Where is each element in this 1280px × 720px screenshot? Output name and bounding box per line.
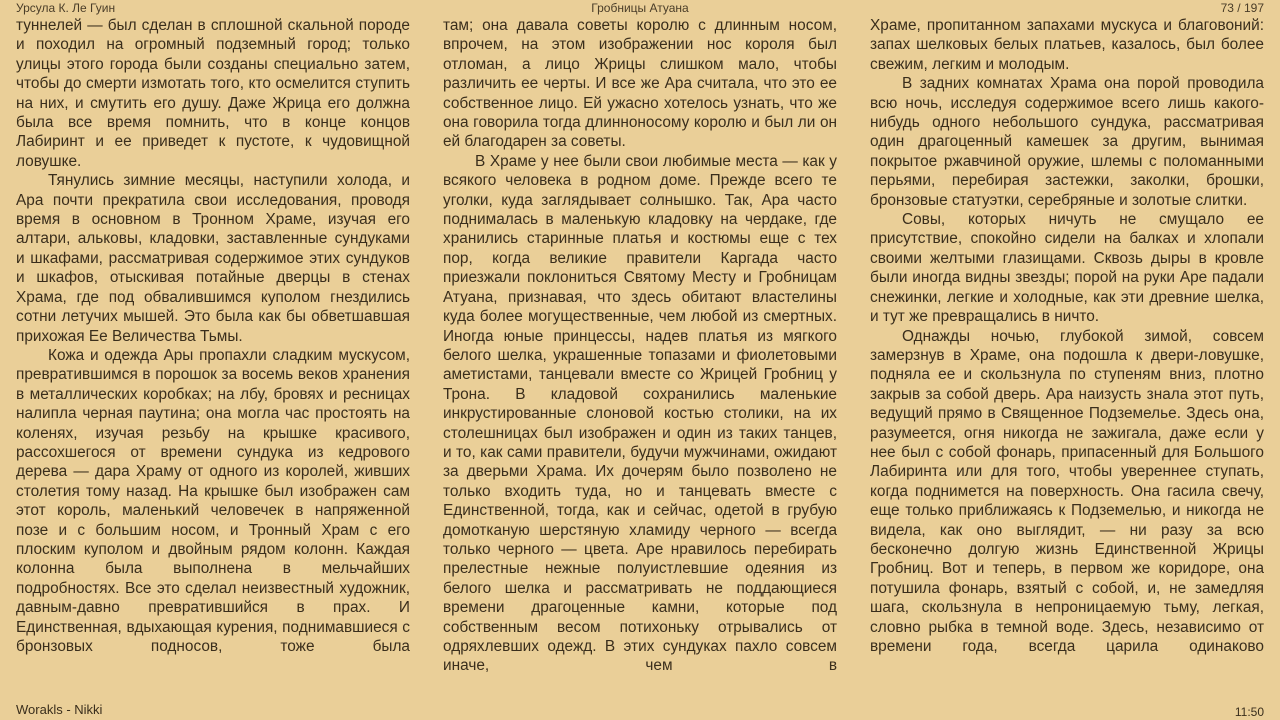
text-column-3 — [870, 16, 1264, 698]
paragraph: там; она давала советы королю с длинным носом, впрочем, на этом изображении нос короля был отломан, а лицо Жрицы слишком мало, чтобы различить ее черты. И все же Ара считала, что это ее собственное лицо. Ей ужасно хотелось узнать, что же она говорила тогда длинноносому королю и был ли он ей благодарен за советы. — [443, 17, 837, 151]
text-column-1 — [16, 16, 410, 698]
now-playing-track: Worakls - Nikki — [16, 702, 103, 717]
book-author: Урсула К. Ле Гуин — [16, 1, 116, 15]
paragraph: Однажды ночью, глубокой зимой, совсем замерзнув в Храме, она подошла к двери-ловушке, подняла ее и скользнула по ступеням вниз, плотно закрыв за собой дверь. Ара наизусть знала этот путь, ведущий прямо в Священное Подземелье. Здесь она, разумеется, огня никогда не зажигала, даже если у нее был с собой фонарь, припасенный для Большого Лабиринта или для того, чтобы увереннее ступать, когда поднимется на поверхность. Она гасила свечу, еще только приближаясь к Подземелью, и никогда не видела, как оно выглядит, — ни разу за всю бесконечно долгую жизнь Единственной Жрицы Гробниц. Вот и теперь, в первом же коридоре, она потушила фонарь, взятый с собой, и, не замедляя шага, скользнула в непроницаемую тьму, легкая, словно рыбка в темной воде. Здесь, независимо от времени года, всегда царила одинаково — [870, 327, 1264, 655]
reader-page[interactable] — [16, 16, 1264, 698]
text-column-2 — [443, 16, 837, 698]
page-indicator: 73 / 197 — [1220, 1, 1264, 15]
book-title: Гробницы Атуана — [591, 1, 689, 15]
paragraph: Тянулись зимние месяцы, наступили холода, и Ара почти прекратила свои исследования, проводя время в основном в Тронном Храме, изучая его алтари, альковы, кладовки, заставленные сундуками и шкафами, рассматривая содержимое этих сундуков и шкафов, отыскивая потайные дверцы в стенах Храма, где под обвалившимся куполом гнездились сотни летучих мышей. Это была как бы обветшавшая прихожая Ее Величества Тьмы. — [16, 172, 410, 345]
paragraph: В задних комнатах Храма она порой проводила всю ночь, исследуя содержимое всего лишь какого-нибудь одного небольшого сундука, рассматривая один драгоценный камешек за другим, вынимая покрытое ржавчиной оружие, шлемы с поломанными перьями, перебирая застежки, заколки, брошки, бронзовые статуэтки, серебряные и золотые слитки. — [870, 75, 1264, 209]
clock: 11:50 — [1234, 705, 1264, 719]
paragraph: туннелей — был сделан в сплошной скальной породе и походил на огромный подземный город; только улицы этого города были созданы специально затем, чтобы до смерти измотать того, кто осмелится ступить на них, и смутить его душу. Даже Жрица его должна была все время помнить, что в конце концов Лабиринт и ее приведет к пустоте, к чудовищной ловушке. — [16, 17, 410, 170]
paragraph: Храме, пропитанном запахами мускуса и благовоний: запах шелковых белых платьев, казалось, был более свежим, легким и молодым. — [870, 17, 1264, 73]
paragraph: Совы, которых ничуть не смущало ее присутствие, спокойно сидели на балках и хлопали своими желтыми глазищами. Сквозь дыры в кровле были иногда видны звезды; порой на руки Аре падали снежинки, легкие и холодные, как эти древние шелка, и тут же превращались в ничто. — [870, 211, 1264, 326]
reader-footer — [0, 700, 1280, 720]
paragraph: Кожа и одежда Ары пропахли сладким мускусом, превратившимся в порошок за восемь веков хранения в металлических коробках; на лбу, бровях и ресницах налипла черная паутина; она могла час простоять на коленях, изучая резьбу на крышке красивого, рассохшегося от времени сундука из кедрового дерева — дара Храму от одного из королей, живших столетия тому назад. На крышке был изображен сам этот король, маленький человечек в напряженной позе и с большим носом, и Тронный Храм с его плоским куполом и двойным рядом колонн. Каждая колонна была выполнена в мельчайших подробностях. Все это сделал неизвестный художник, давным-давно превратившийся в прах. И Единственная, вдыхающая курения, поднимавшиеся с бронзовых подносов, тоже была — [16, 346, 410, 655]
paragraph: В Храме у нее были свои любимые места — как у всякого человека в родном доме. Прежде всего те уголки, куда заглядывает солнышко. Так, Ара часто поднималась в маленькую кладовку на чердаке, где хранились старинные платья и костюмы еще с тех пор, когда великие правители Каргада часто приезжали поклониться Святому Месту и Гробницам Атуана, признавая, что здесь обитают властелины куда более могущественные, чем любой из смертных. Иногда юные принцессы, надев платья из мягкого белого шелка, украшенные топазами и фиолетовыми аметистами, танцевали вместе со Жрицей Гробниц у Трона. В кладовой сохранились маленькие инкрустированные слоновой костью столики, на их столешницах был изображен и один из таких танцев, и то, как сами правители, будучи мужчинами, ожидают за дверьми Храма. Их дочерям было позволено не только входить туда, но и танцевать вместе с Единственной, тогда, как и сейчас, одетой в грубую домотканую шерстяную хламиду черного — всегда только черного — цвета. Аре нравилось перебирать прелестные нежные полуистлевшие одеяния из белого шелка и рассматривать не поддающиеся времени драгоценные камни, которые под собственным весом потихоньку отрывались от одряхлевших одежд. В этих сундуках пахло совсем иначе, чем в — [443, 152, 837, 675]
